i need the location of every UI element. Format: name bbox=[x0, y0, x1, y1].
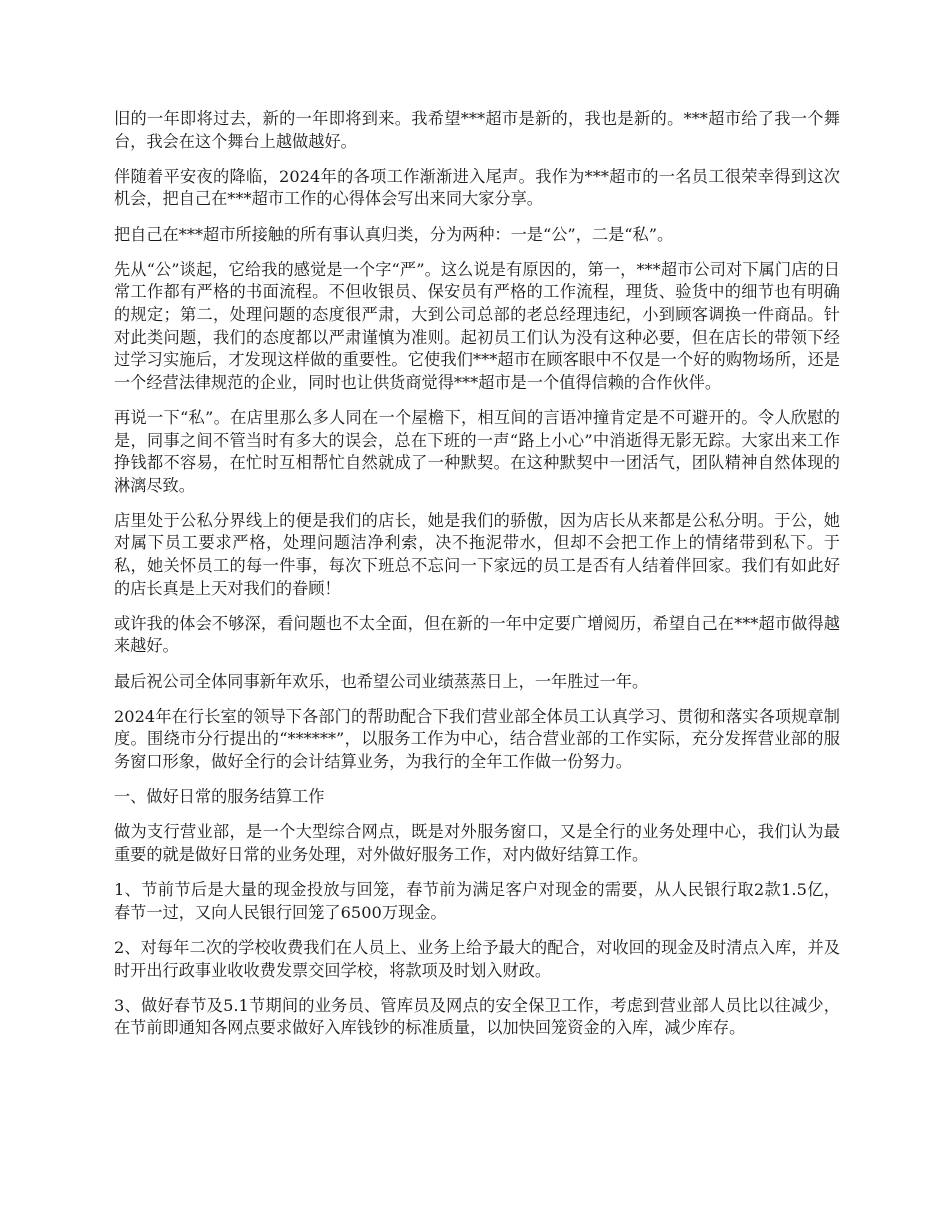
section-heading: 一、做好日常的服务结算工作 bbox=[114, 787, 325, 807]
list-item-security: 3、做好春节及5.1节期间的业务员、管库员及网点的安全保卫工作，考虑到营业部人员比以往减少，在节前即通知各网点要求做好入库钱钞的标准质量，以加快回笼资金的入库，减少库存。 bbox=[114, 995, 840, 1038]
paragraph-public-private: 把自己在***超市所接触的所有事认真归类，分为两种：一是“公”，二是“私”。 bbox=[114, 224, 674, 244]
list-item-cash: 1、节前节后是大量的现金投放与回笼，春节前为满足客户对现金的需要，从人民银行取2款1.5亿，春节一过，又向人民银行回笼了6500万现金。 bbox=[114, 880, 840, 922]
paragraph-reflection: 或许我的体会不够深，看问题也不太全面，但在新的一年中定要广增阅历，希望自己在***超市做得越来越好。 bbox=[114, 613, 840, 656]
paragraph-store-manager: 店里处于公私分界线上的便是我们的店长，她是我们的骄傲，因为店长从来都是公私分明。于公，她对属下员工要求严格，处理问题洁净利索，决不拖泥带水，但却不会把工作上的情绪带到私下。于私，她关怀员工的每一件事，每次下班总不忘问一下家远的员工是否有人结着伴回家。我们有如此好的店长真是上天对我们的眷顾！ bbox=[114, 510, 840, 598]
list-item-school-fees: 2、对每年二次的学校收费我们在人员上、业务上给予最大的配合，对收回的现金及时清点入库，并及时开出行政事业收收费发票交回学校，将款项及时划入财政。 bbox=[114, 937, 840, 980]
paragraph-christmas-eve: 伴随着平安夜的降临，2024年的各项工作渐渐进入尾声。我作为***超市的一名员工很荣幸得到这次机会，把自己在***超市工作的心得体会写出来同大家分享。 bbox=[114, 166, 840, 209]
paragraph-public: 先从“公”谈起，它给我的感觉是一个字“严”。这么说是有原因的，第一，***超市公司对下属门店的日常工作都有严格的书面流程。不但收银员、保安员有严格的工作流程，理货、验货中的细节也有明确的规定；第二，处理问题的态度很严肃，大到公司总部的老总经理违纪，小到顾客调换一件商品。针对此类问题，我们的态度都以严肃谨慎为准则。起初员工们认为没有这种必要，但在店长的带领下经过学习实施后，才发现这样做的重要性。它使我们***超市在顾客眼中不仅是一个好的购物场所，还是一个经营法律规范的企业，同时也让供货商觉得***超市是一个值得信赖的合作伙伴。 bbox=[114, 259, 840, 392]
paragraph-private: 再说一下“私”。在店里那么多人同在一个屋檐下，相互间的言语冲撞肯定是不可避开的。令人欣慰的是，同事之间不管当时有多大的误会，总在下班的一声“路上小心”中消逝得无影无踪。大家出来工作挣钱都不容易，在忙时互相帮忙自然就成了一种默契。在这种默契中一团活气，团队精神自然体现的淋漓尽致。 bbox=[114, 407, 840, 495]
document-body bbox=[114, 108, 840, 1053]
paragraph-opening: 旧的一年即将过去，新的一年即将到来。我希望***超市是新的，我也是新的。***超市给了我一个舞台，我会在这个舞台上越做越好。 bbox=[114, 109, 840, 151]
paragraph-daily-work: 做为支行营业部，是一个大型综合网点，既是对外服务窗口，又是全行的业务处理中心，我们认为最重要的就是做好日常的业务处理，对外做好服务工作，对内做好结算工作。 bbox=[114, 822, 840, 864]
paragraph-new-year-wishes: 最后祝公司全体同事新年欢乐，也希望公司业绩蒸蒸日上，一年胜过一年。 bbox=[114, 671, 649, 691]
paragraph-business-department: 2024年在行长室的领导下各部门的帮助配合下我们营业部全体员工认真学习、贯彻和落实各项规章制度。围绕市分行提出的“******”，以服务工作为中心，结合营业部的工作实际，充分发挥营业部的服务窗口形象，做好全行的会计结算业务，为我行的全年工作做一份努力。 bbox=[114, 706, 840, 771]
